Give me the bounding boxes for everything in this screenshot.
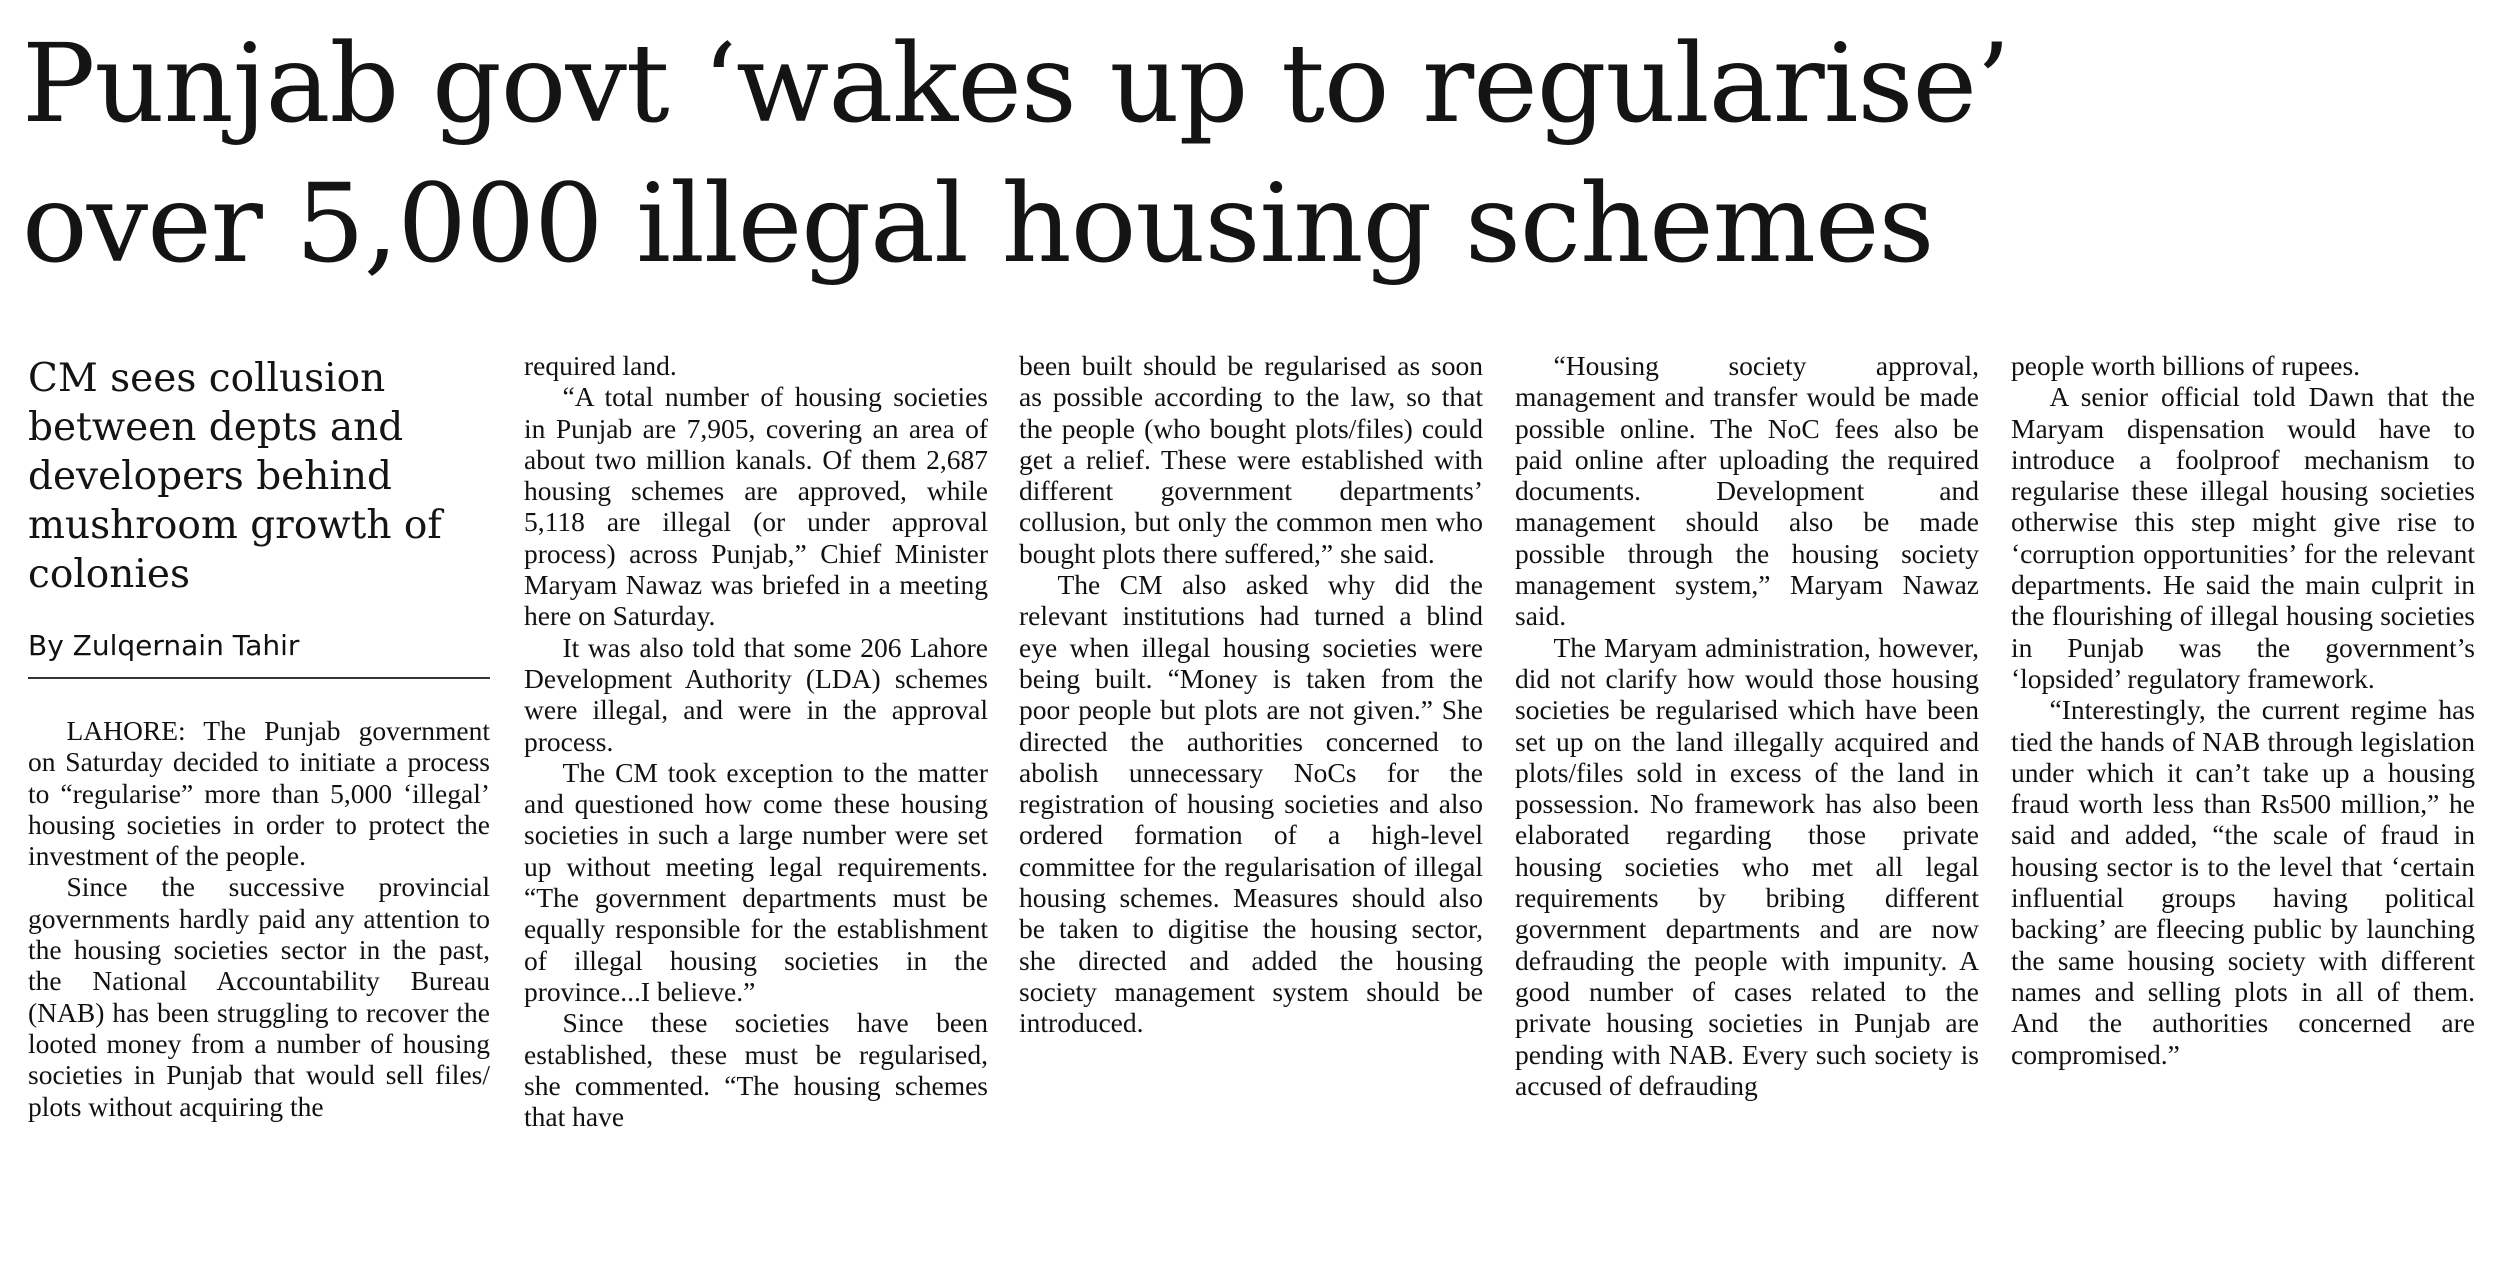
column-5 <box>2011 350 2475 1070</box>
byline: By Zulqernain Tahir <box>28 629 490 679</box>
paragraph: “Interestingly, the current regime has tied the hands of NAB through legislation under which it can’t take up a housing fraud worth less than Rs500 million,” he said and added, “the scale of fraud in housing sector is to the level that ‘certain influential groups having political backing’ are fleecing public by launching the same housing society with different names and selling plots in all of them. And the authorities concerned are compromised.” <box>2011 694 2475 1070</box>
paragraph: people worth billions of rupees. <box>2011 350 2361 381</box>
headline <box>22 14 2482 294</box>
column-4 <box>1515 350 1979 1101</box>
paragraph: Since the successive provincial governments hardly paid any attention to the housing societies sector in the past, the National Accountability Bureau (NAB) has been struggling to recover the looted money from a number of housing societies in Punjab that would sell files/ plots without acquiring the <box>28 871 490 1122</box>
column-3 <box>1019 350 1483 1039</box>
column-2 <box>524 350 988 1132</box>
paragraph: The CM took exception to the matter and questioned how come these housing societies in such a large number were set up without meeting legal requirements. “The government departments must be equally responsible for the establishment of illegal housing societies in the province...I believe.” <box>524 756 988 1007</box>
paragraph: “Housing society approval, management and transfer would be made possible online. The NoC fees also be paid online after uploading the required documents. Development and management should also be made possible through the housing society management system,” Maryam Nawaz said. <box>1515 350 1979 632</box>
paragraph: required land. <box>524 350 677 381</box>
paragraph: been built should be regularised as soon as possible according to the law, so that the people (who bought plots/files) could get a relief. These were established with different government departments’ collusion, but only the common men who bought plots there suffered,” she said. <box>1019 350 1483 569</box>
paragraph: The Maryam administration, however, did not clarify how would those housing societies be regularised which have been set up on the land illegally acquired and plots/files sold in excess of the land in possession. No framework has also been elaborated regarding those private housing societies who met all legal requirements by bribing different government departments and are now defrauding the people with impunity. A good number of cases related to the private housing societies in Punjab are pending with NAB. Every such society is accused of defrauding <box>1515 631 1979 1101</box>
paragraph: The CM also asked why did the relevant institutions had turned a blind eye when illegal housing societies were being built. “Money is taken from the poor people but plots are not given.” She directed the authorities concerned to abolish unnecessary NoCs for the registration of housing societies and also ordered formation of a high-level committee for the regularisation of illegal housing schemes. Measures should also be taken to digitise the housing sector, she directed and added the housing society management system should be introduced. <box>1019 569 1483 1039</box>
headline-line-2: over 5,000 illegal housing schemes <box>22 160 1934 287</box>
paragraph: Since these societies have been established, these must be regularised, she commented. “The housing schemes that have <box>524 1007 988 1133</box>
paragraph: A senior official told Dawn that the Maryam dispensation would have to introduce a foolproof mechanism to regularise these illegal housing societies otherwise this step might give rise to ‘corruption opportunities’ for the relevant departments. He said the main culprit in the flourishing of illegal housing societies in Punjab was the government’s ‘lopsided’ regulatory framework. <box>2011 381 2475 694</box>
paragraph: “A total number of housing societies in Punjab are 7,905, covering an area of about two million kanals. Of them 2,687 housing schemes are approved, while 5,118 are illegal (or under approval process) across Punjab,” Chief Minister Maryam Nawaz was briefed in a meeting here on Saturday. <box>524 381 988 632</box>
paragraph: It was also told that some 206 Lahore Development Authority (LDA) schemes were illegal, and were in the approval process. <box>524 631 988 757</box>
column-1 <box>28 354 490 1122</box>
subheadline: CM sees collusion between depts and developers behind mushroom growth of colonies <box>28 356 442 597</box>
paragraph: LAHORE: The Punjab government on Saturday decided to initiate a process to “regularise” more than 5,000 ‘illegal’ housing societies in order to protect the investment of the people. <box>28 715 490 872</box>
headline-line-1: Punjab govt ‘wakes up to regularise’ <box>22 20 2010 147</box>
